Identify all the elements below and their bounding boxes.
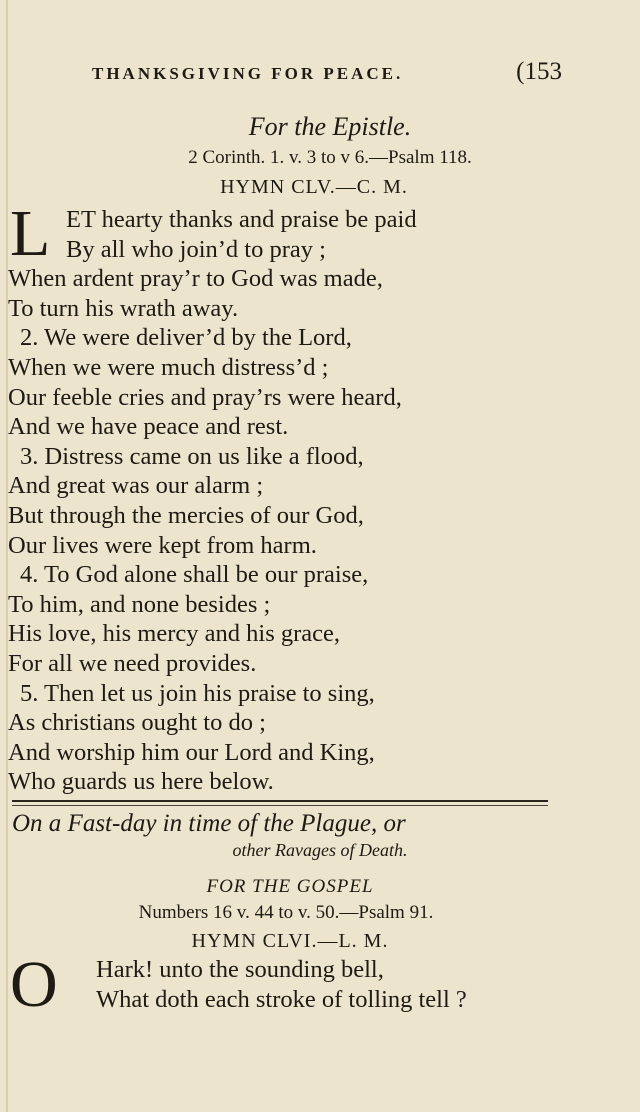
running-head — [92, 58, 562, 86]
page-number: (153 — [516, 58, 562, 85]
hymn-title: HYMN CLVI.—L. M. — [191, 930, 389, 952]
scripture-reference: 2 Corinth. 1. v. 3 to v 6.—Psalm 118. — [188, 147, 472, 168]
verse-line: When we were much distress’d ; — [8, 353, 329, 381]
verse-line: And worship him our Lord and King, — [8, 738, 375, 766]
section-heading-fast-day: On a Fast-day in time of the Plague, or — [12, 810, 406, 837]
hymn-title: HYMN CLV.—C. M. — [220, 176, 408, 198]
gospel-heading: FOR THE GOSPEL — [206, 876, 374, 897]
verse-line: Our feeble cries and pray’rs were heard, — [8, 383, 402, 411]
verse-line: ET hearty thanks and praise be paid — [66, 206, 417, 233]
drop-cap: O — [10, 948, 58, 1021]
verse-line: For all we need provides. — [8, 649, 257, 677]
verse-line: Who guards us here below. — [8, 768, 274, 796]
verse-line: By all who join’d to pray ; — [66, 235, 326, 263]
verse-line: To him, and none besides ; — [8, 590, 271, 618]
verse-line: And great was our alarm ; — [8, 472, 264, 500]
scripture-reference: Numbers 16 v. 44 to v. 50.—Psalm 91. — [138, 902, 434, 923]
verse-line: Hark! unto the sounding bell, — [96, 956, 384, 983]
verse-line: What doth each stroke of tolling tell ? — [96, 985, 467, 1013]
verse-line: 3. Distress came on us like a flood, — [20, 442, 364, 470]
verse-line: As christians ought to do ; — [8, 709, 266, 737]
drop-cap: L — [10, 197, 51, 270]
section-divider-thin — [12, 805, 548, 806]
section-divider — [12, 800, 548, 802]
verse-line: But through the mercies of our God, — [8, 501, 364, 529]
hymn-155-text — [8, 197, 628, 797]
verse-line: 2. We were deliver’d by the Lord, — [20, 324, 352, 352]
verse-line: 5. Then let us join his praise to sing, — [20, 679, 375, 707]
verse-line: 4. To God alone shall be our praise, — [20, 561, 369, 589]
verse-line: To turn his wrath away. — [8, 294, 239, 322]
section-subheading: other Ravages of Death. — [232, 840, 408, 860]
verse-line: His love, his mercy and his grace, — [8, 620, 341, 648]
section-heading-epistle: For the Epistle. — [248, 112, 412, 141]
verse-line: Our lives were kept from harm. — [8, 531, 317, 559]
verse-line: And we have peace and rest. — [8, 413, 289, 441]
verse-line: When ardent pray’r to God was made, — [8, 265, 383, 293]
running-head-title: THANKSGIVING FOR PEACE. — [92, 64, 404, 83]
hymn-156-text — [8, 948, 628, 1021]
